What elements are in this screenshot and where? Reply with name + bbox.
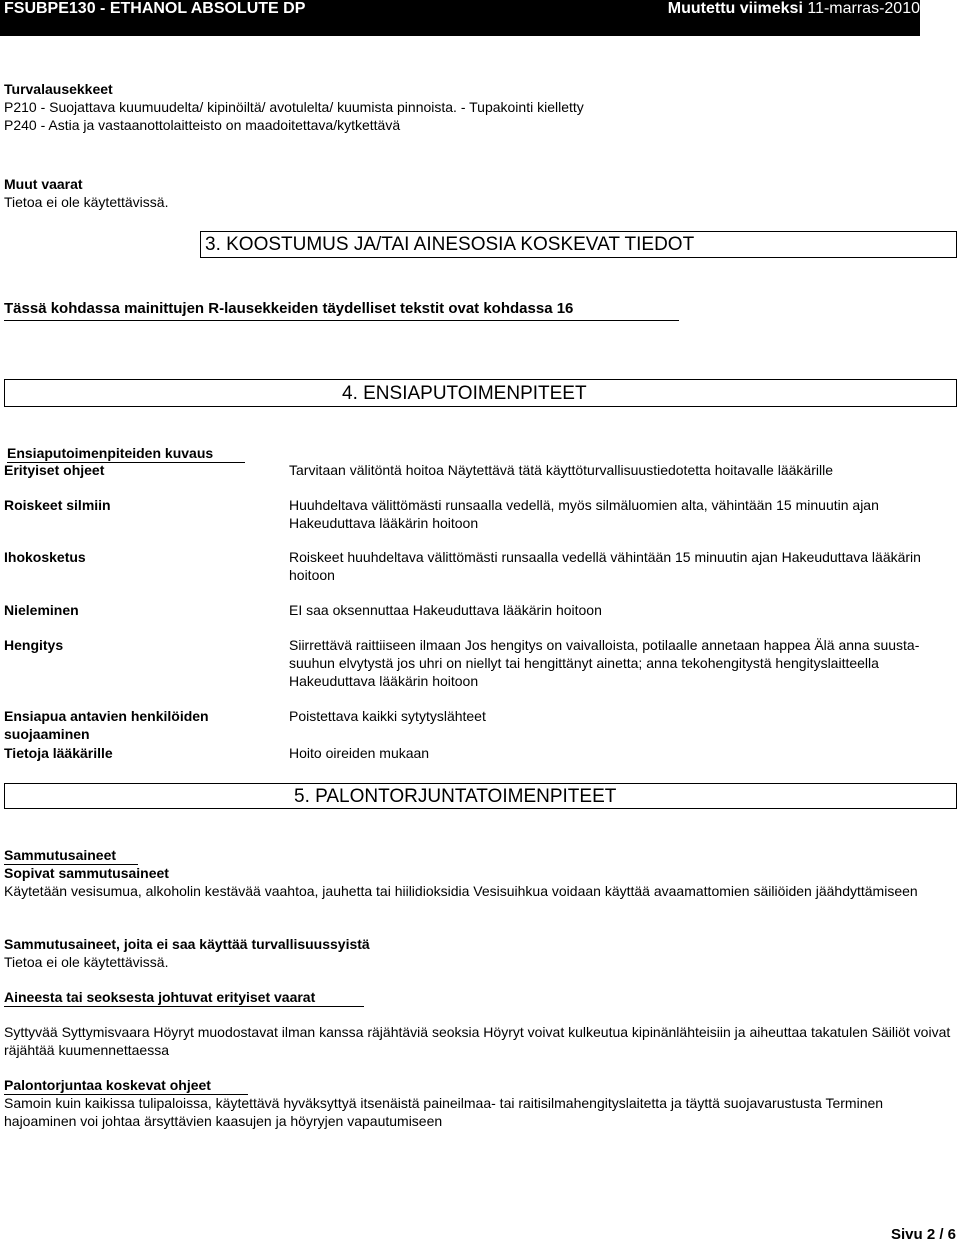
firstaid-label-skin: Ihokosketus: [4, 549, 86, 565]
section4-title-box: [4, 379, 957, 407]
unsuitable-media-heading: Sammutusaineet, joita ei saa käyttää turvallisuussyistä: [4, 936, 370, 952]
document-header: [0, 0, 920, 36]
firstaid-label-eyes: Roiskeet silmiin: [4, 497, 111, 513]
firstaid-label-ingestion: Nieleminen: [4, 602, 79, 618]
page-number: [891, 1226, 956, 1243]
firstaid-label-general: Erityiset ohjeet: [4, 462, 105, 478]
section3-note: Tässä kohdassa mainittujen R-lausekkeiden täydelliset tekstit ovat kohdassa 16: [4, 300, 679, 321]
page-count: 2 / 6: [926, 1226, 956, 1243]
firstaid-label-physician: Tietoja lääkärille: [4, 745, 113, 761]
section3-title: 3. KOOSTUMUS JA/TAI AINESOSIA KOSKEVAT TIEDOT: [205, 234, 695, 255]
section4-title: 4. ENSIAPUTOIMENPITEET: [342, 383, 587, 404]
unsuitable-media-text: Tietoa ei ole käytettävissä.: [4, 954, 169, 970]
firefighting-advice-heading: Palontorjuntaa koskevat ohjeet: [4, 1076, 248, 1095]
section5-title: 5. PALONTORJUNTATOIMENPITEET: [294, 786, 617, 807]
firstaid-text-ingestion: EI saa oksennuttaa Hakeuduttava lääkärin hoitoon: [289, 602, 602, 618]
firstaid-text-physician: Hoito oireiden mukaan: [289, 745, 430, 761]
firstaid-text-eyes: Huuhdeltava välittömästi runsaalla vedellä, myös silmäluomien alta, vähintään 15 minuutin ajan Hakeuduttava lääkärin hoitoon: [289, 497, 879, 531]
section3-title-box: [200, 231, 957, 258]
precautions-heading: Turvalausekkeet: [4, 81, 113, 97]
other-hazards-text: Tietoa ei ole käytettävissä.: [4, 194, 169, 210]
document-id: FSUBPE130 - ETHANOL ABSOLUTE DP: [4, 0, 306, 17]
firstaid-text-skin: Roiskeet huuhdeltava välittömästi runsaalla vedellä vähintään 15 minuutin ajan Hakeuduttava lääkärin hoitoon: [289, 549, 921, 583]
firstaid-label-protection: Ensiapua antavien henkilöiden suojaaminen: [4, 708, 209, 742]
extinguishing-heading: Sammutusaineet: [4, 846, 138, 865]
firstaid-text-general: Tarvitaan välitöntä hoitoa Näytettävä tätä käyttöturvallisuustiedotetta hoitavalle lääkärille: [289, 462, 833, 478]
special-hazards-text: Syttyvää Syttymisvaara Höyryt muodostavat ilman kanssa räjähtäviä seoksia Höyryt voivat kulkeutua kipinänlähteisiin ja aiheuttaa takatulen Säiliöt voivat räjähtää kuumennettaessa: [4, 1024, 951, 1058]
firstaid-label-inhalation: Hengitys: [4, 637, 64, 653]
section5-title-box: [4, 783, 957, 809]
firstaid-text-protection: Poistettava kaikki sytytyslähteet: [289, 708, 486, 724]
other-hazards-heading: Muut vaarat: [4, 176, 83, 192]
suitable-media-text: Käytetään vesisumua, alkoholin kestävää vaahtoa, jauhetta tai hiilidioksidia Vesisuihkua voidaan käyttää avaamattomien säiliöiden jäähdyttämiseen: [4, 883, 918, 899]
section4-subheading: Ensiaputoimenpiteiden kuvaus: [7, 444, 245, 463]
revision-label: Muutettu viimeksi: [667, 0, 803, 17]
precaution-p210: P210 - Suojattava kuumuudelta/ kipinöiltä/ avotulelta/ kuumista pinnoista. - Tupakointi kielletty: [4, 99, 584, 115]
revision-date: 11-marras-2010: [807, 0, 920, 17]
suitable-media-heading: Sopivat sammutusaineet: [4, 865, 169, 881]
revision-info: [668, 0, 920, 18]
page-label: Sivu: [890, 1226, 923, 1243]
precaution-p240: P240 - Astia ja vastaanottolaitteisto on maadoitettava/kytkettävä: [4, 117, 401, 133]
firstaid-text-inhalation: Siirrettävä raittiiseen ilmaan Jos hengitys on vaivalloista, potilaalle annetaan happea Älä anna suusta-suuhun elvytystä jos uhri on niellyt tai hengittänyt ainetta; anna tekohengitystä hengityslaitteella Hakeuduttava lääkärin hoitoon: [289, 637, 920, 689]
special-hazards-heading: Aineesta tai seoksesta johtuvat erityiset vaarat: [4, 988, 364, 1007]
firefighting-advice-text: Samoin kuin kaikissa tulipaloissa, käytettävä hyväksyttyä itsenäistä paineilmaa- tai raitisilmahengityslaitetta ja täyttä suojavarustusta Terminen hajoaminen voi johtaa ärsyttävien kaasujen ja höyryjen vapautumiseen: [4, 1095, 884, 1129]
